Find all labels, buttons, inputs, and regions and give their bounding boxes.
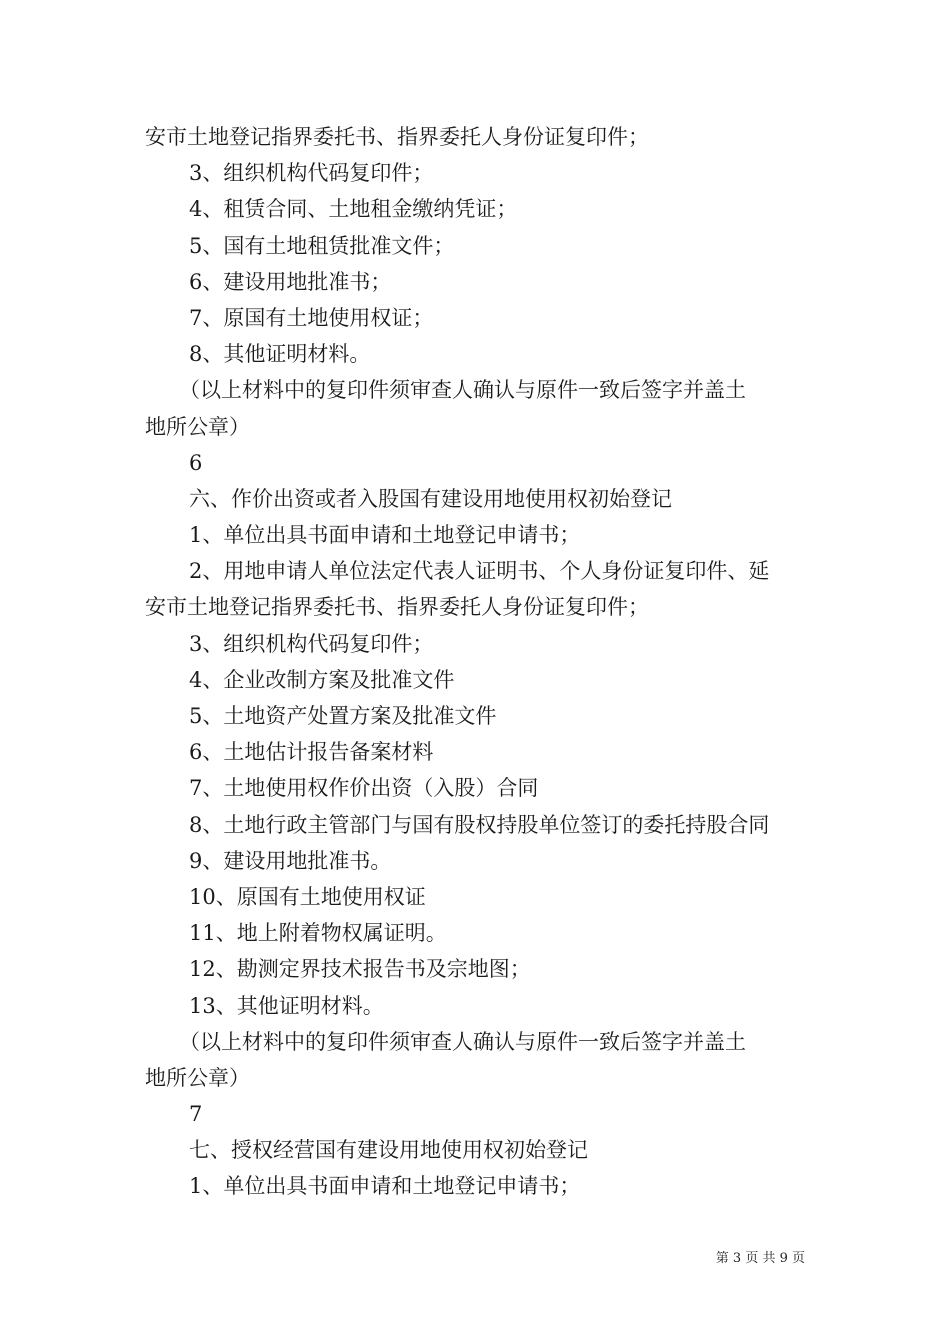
text-line: （以上材料中的复印件须审查人确认与原件一致后签字并盖土 [179,1029,746,1054]
text-line: 7、原国有土地使用权证； [189,305,434,330]
text-line: 1、单位出具书面申请和土地登记申请书； [189,1174,581,1199]
text-line: 8、土地行政主管部门与国有股权持股单位签订的委托持股合同 [189,812,770,837]
text-line: 4、企业改制方案及批准文件 [189,667,455,692]
text-line: 7、土地使用权作价出资（入股）合同 [189,776,539,801]
text-line: 9、建设用地批准书。 [189,848,392,873]
text-line: 3、组织机构代码复印件； [189,631,434,656]
text-line: 地所公章） [145,414,250,439]
text-line: 8、其他证明材料。 [189,342,371,367]
text-line: （以上材料中的复印件须审查人确认与原件一致后签字并盖土 [179,378,746,403]
text-line: 3、组织机构代码复印件； [189,161,434,186]
text-line: 七、授权经营国有建设用地使用权初始登记 [189,1138,588,1163]
text-line: 10、原国有土地使用权证 [189,884,426,909]
text-line: 1、单位出具书面申请和土地登记申请书； [189,523,581,548]
text-line: 6、建设用地批准书； [189,269,392,294]
text-line: 6、土地估计报告备案材料 [189,740,434,765]
text-line: 5、国有土地租赁批准文件； [189,233,455,258]
page-number-footer: 第 3 页 共 9 页 [715,1251,805,1266]
text-line: 安市土地登记指界委托书、指界委托人身份证复印件； [145,125,649,149]
text-line: 4、租赁合同、土地租金缴纳凭证； [189,197,518,222]
text-line: 2、用地申请人单位法定代表人证明书、个人身份证复印件、延 [189,559,770,584]
text-line: 6 [189,450,203,475]
text-line: 5、土地资产处置方案及批准文件 [189,704,497,728]
text-line: 地所公章） [145,1065,250,1090]
text-line: 7 [189,1102,203,1127]
document-body [145,119,809,1205]
text-line: 六、作价出资或者入股国有建设用地使用权初始登记 [189,486,672,511]
text-line: 12、勘测定界技术报告书及宗地图； [189,957,531,982]
text-line: 安市土地登记指界委托书、指界委托人身份证复印件； [145,595,649,620]
text-line: 13、其他证明材料。 [189,993,384,1018]
text-line: 11、地上附着物权属证明。 [189,921,447,946]
